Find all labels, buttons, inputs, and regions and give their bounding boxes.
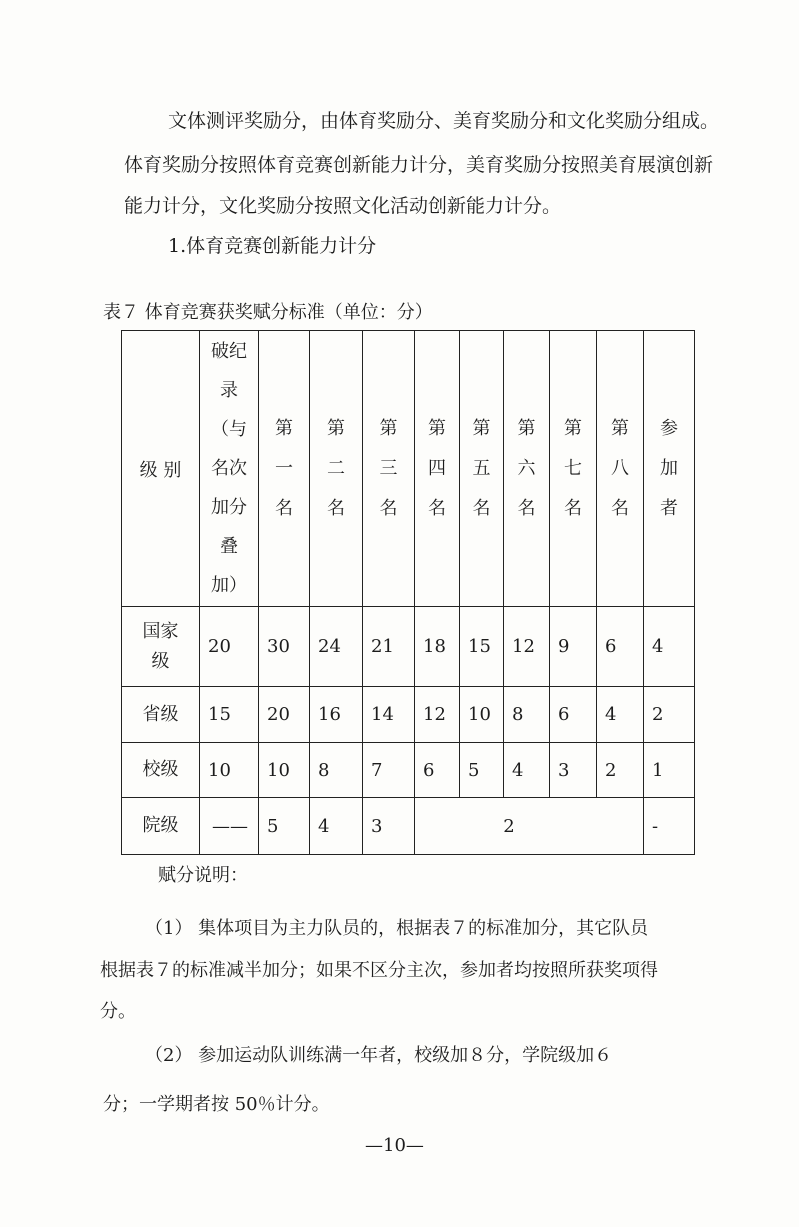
note-1-line: （1） 集体项目为主力队员的，根据表７的标准加分，其它队员 [145, 918, 649, 939]
cell-value: 20 [200, 607, 259, 687]
text-line: 体育奖励分按照体育竞赛创新能力计分，美育奖励分按照美育展演创新 [124, 154, 714, 176]
table-row [122, 687, 695, 743]
header-rank-3: 第 三 名 [363, 331, 415, 607]
text-line: 文体测评奖励分，由体育奖励分、美育奖励分和文化奖励分组成。 [168, 110, 720, 132]
score-table [121, 330, 695, 855]
cell-value: 4 [644, 607, 695, 687]
cell-value: 30 [259, 607, 310, 687]
row-level: 校级 [122, 743, 200, 798]
table-row [122, 743, 695, 798]
cell-value: 3 [363, 798, 415, 855]
cell-value: 1 [644, 743, 695, 798]
cell-value: 3 [550, 743, 597, 798]
notes-title: 赋分说明： [158, 865, 248, 886]
table-header-row [122, 331, 695, 607]
note-2-line: （2） 参加运动队训练满一年者，校级加８分，学院级加６ [145, 1045, 613, 1066]
row-level: 院级 [122, 798, 200, 855]
cell-value: 10 [460, 687, 504, 743]
header-participant: 参 加 者 [644, 331, 695, 607]
cell-value: 16 [310, 687, 363, 743]
note-1-line: 分。 [100, 1001, 136, 1022]
cell-value: 14 [363, 687, 415, 743]
note-2-line: 分；一学期者按 50％计分。 [103, 1094, 330, 1115]
cell-value: 8 [310, 743, 363, 798]
cell-value: 4 [310, 798, 363, 855]
table-row [122, 607, 695, 687]
table-row-college [122, 798, 695, 855]
cell-value: 2 [644, 687, 695, 743]
header-rank-8: 第 八 名 [597, 331, 644, 607]
cell-value: 12 [504, 607, 550, 687]
cell-value: 12 [415, 687, 460, 743]
cell-value: 5 [460, 743, 504, 798]
cell-value: 10 [200, 743, 259, 798]
header-rank-4: 第 四 名 [415, 331, 460, 607]
cell-value: 4 [597, 687, 644, 743]
cell-value: 2 [597, 743, 644, 798]
page-number: —10— [365, 1135, 424, 1156]
row-level: 省级 [122, 687, 200, 743]
cell-value: 15 [200, 687, 259, 743]
cell-value: 8 [504, 687, 550, 743]
cell-value: 15 [460, 607, 504, 687]
table-caption: 表７ 体育竞赛获奖赋分标准（单位：分） [103, 302, 433, 323]
cell-value: 9 [550, 607, 597, 687]
cell-value-merged: 2 [415, 798, 644, 855]
note-1-line: 根据表７的标准减半加分；如果不区分主次，参加者均按照所获奖项得 [100, 960, 658, 981]
cell-value: 4 [504, 743, 550, 798]
cell-value: 24 [310, 607, 363, 687]
header-rank-1: 第 一 名 [259, 331, 310, 607]
cell-value: 18 [415, 607, 460, 687]
cell-value: —— [200, 798, 259, 855]
row-level: 国家 级 [122, 607, 200, 687]
text-line: 能力计分，文化奖励分按照文化活动创新能力计分。 [124, 195, 562, 217]
header-level: 级 别 [122, 331, 200, 607]
cell-value: 5 [259, 798, 310, 855]
cell-value: 20 [259, 687, 310, 743]
cell-value: 21 [363, 607, 415, 687]
header-rank-6: 第 六 名 [504, 331, 550, 607]
header-rank-2: 第 二 名 [310, 331, 363, 607]
cell-value: 6 [550, 687, 597, 743]
cell-value: 6 [597, 607, 644, 687]
cell-value: 10 [259, 743, 310, 798]
cell-value: 6 [415, 743, 460, 798]
heading-text: 1.体育竞赛创新能力计分 [168, 235, 377, 257]
cell-value: - [644, 798, 695, 855]
header-record: 破纪 录 （与 名次 加分 叠 加） [200, 331, 259, 607]
header-rank-7: 第 七 名 [550, 331, 597, 607]
cell-value: 7 [363, 743, 415, 798]
header-rank-5: 第 五 名 [460, 331, 504, 607]
